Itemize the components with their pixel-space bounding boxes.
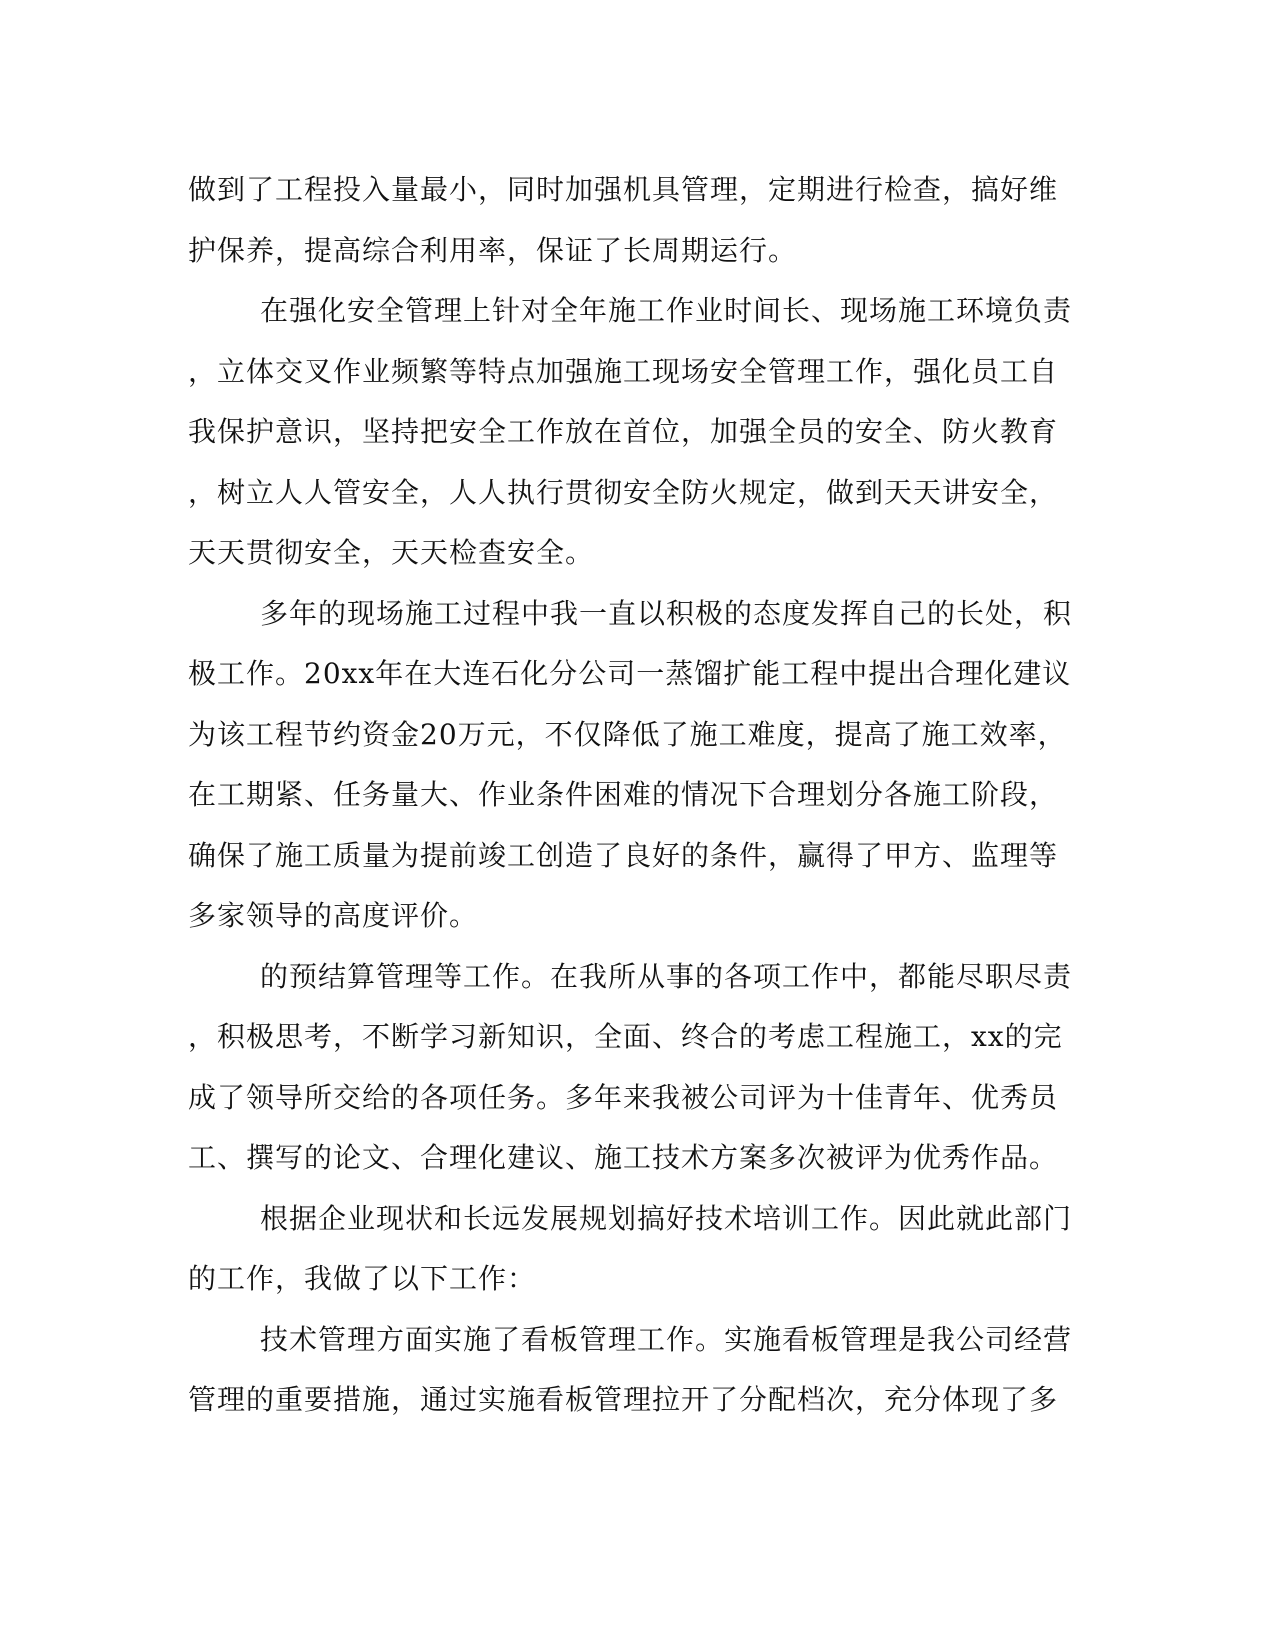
text-line: 在工期紧、任务量大、作业条件困难的情况下合理划分各施工阶段， <box>188 778 1059 811</box>
text-line: 护保养，提高综合利用率，保证了长周期运行。 <box>188 233 798 267</box>
text-line: 根据企业现状和长远发展规划搞好技术培训工作。因此就此部门 <box>260 1201 1073 1235</box>
paragraph <box>188 1189 1073 1310</box>
text-line: 为该工程节约资金20万元，不仅降低了施工难度，提高了施工效率， <box>188 717 1067 751</box>
text-line: 的预结算管理等工作。在我所从事的各项工作中，都能尽职尽责 <box>260 959 1073 993</box>
paragraph <box>188 281 1073 584</box>
text-line: 在强化安全管理上针对全年施工作业时间长、现场施工环境负责 <box>260 294 1073 327</box>
text-line: 多家领导的高度评价。 <box>188 899 479 932</box>
paragraph <box>188 1310 1073 1431</box>
text-line: 成了领导所交给的各项任务。多年来我被公司评为十佳青年、优秀员 <box>188 1080 1059 1114</box>
text-line: 管理的重要措施，通过实施看板管理拉开了分配档次，充分体现了多 <box>188 1383 1059 1416</box>
text-line: 的工作，我做了以下工作： <box>188 1262 537 1295</box>
document-body <box>188 160 1073 1431</box>
text-line: 多年的现场施工过程中我一直以积极的态度发挥自己的长处，积 <box>260 596 1073 630</box>
text-line: 极工作。20xx年在大连石化分公司一蒸馏扩能工程中提出合理化建议 <box>188 657 1072 690</box>
text-line: ，积极思考，不断学习新知识，全面、终合的考虑工程施工，xx的完 <box>188 1020 1063 1053</box>
text-line: 确保了施工质量为提前竣工创造了良好的条件，赢得了甲方、监理等 <box>188 838 1059 872</box>
text-line: 我保护意识，坚持把安全工作放在首位，加强全员的安全、防火教育 <box>188 415 1059 448</box>
text-line: ，立体交叉作业频繁等特点加强施工现场安全管理工作，强化员工自 <box>188 354 1059 388</box>
paragraph <box>188 584 1073 947</box>
paragraph <box>188 160 1068 281</box>
text-line: ，树立人人管安全，人人执行贯彻安全防火规定，做到天天讲安全， <box>188 475 1059 509</box>
text-line: 天天贯彻安全，天天检查安全。 <box>188 536 595 569</box>
paragraph <box>188 947 1073 1189</box>
text-line: 技术管理方面实施了看板管理工作。实施看板管理是我公司经营 <box>260 1322 1073 1356</box>
text-line: 工、撰写的论文、合理化建议、施工技术方案多次被评为优秀作品。 <box>188 1141 1059 1174</box>
text-line: 做到了工程投入量最小，同时加强机具管理，定期进行检查，搞好维 <box>188 173 1059 206</box>
